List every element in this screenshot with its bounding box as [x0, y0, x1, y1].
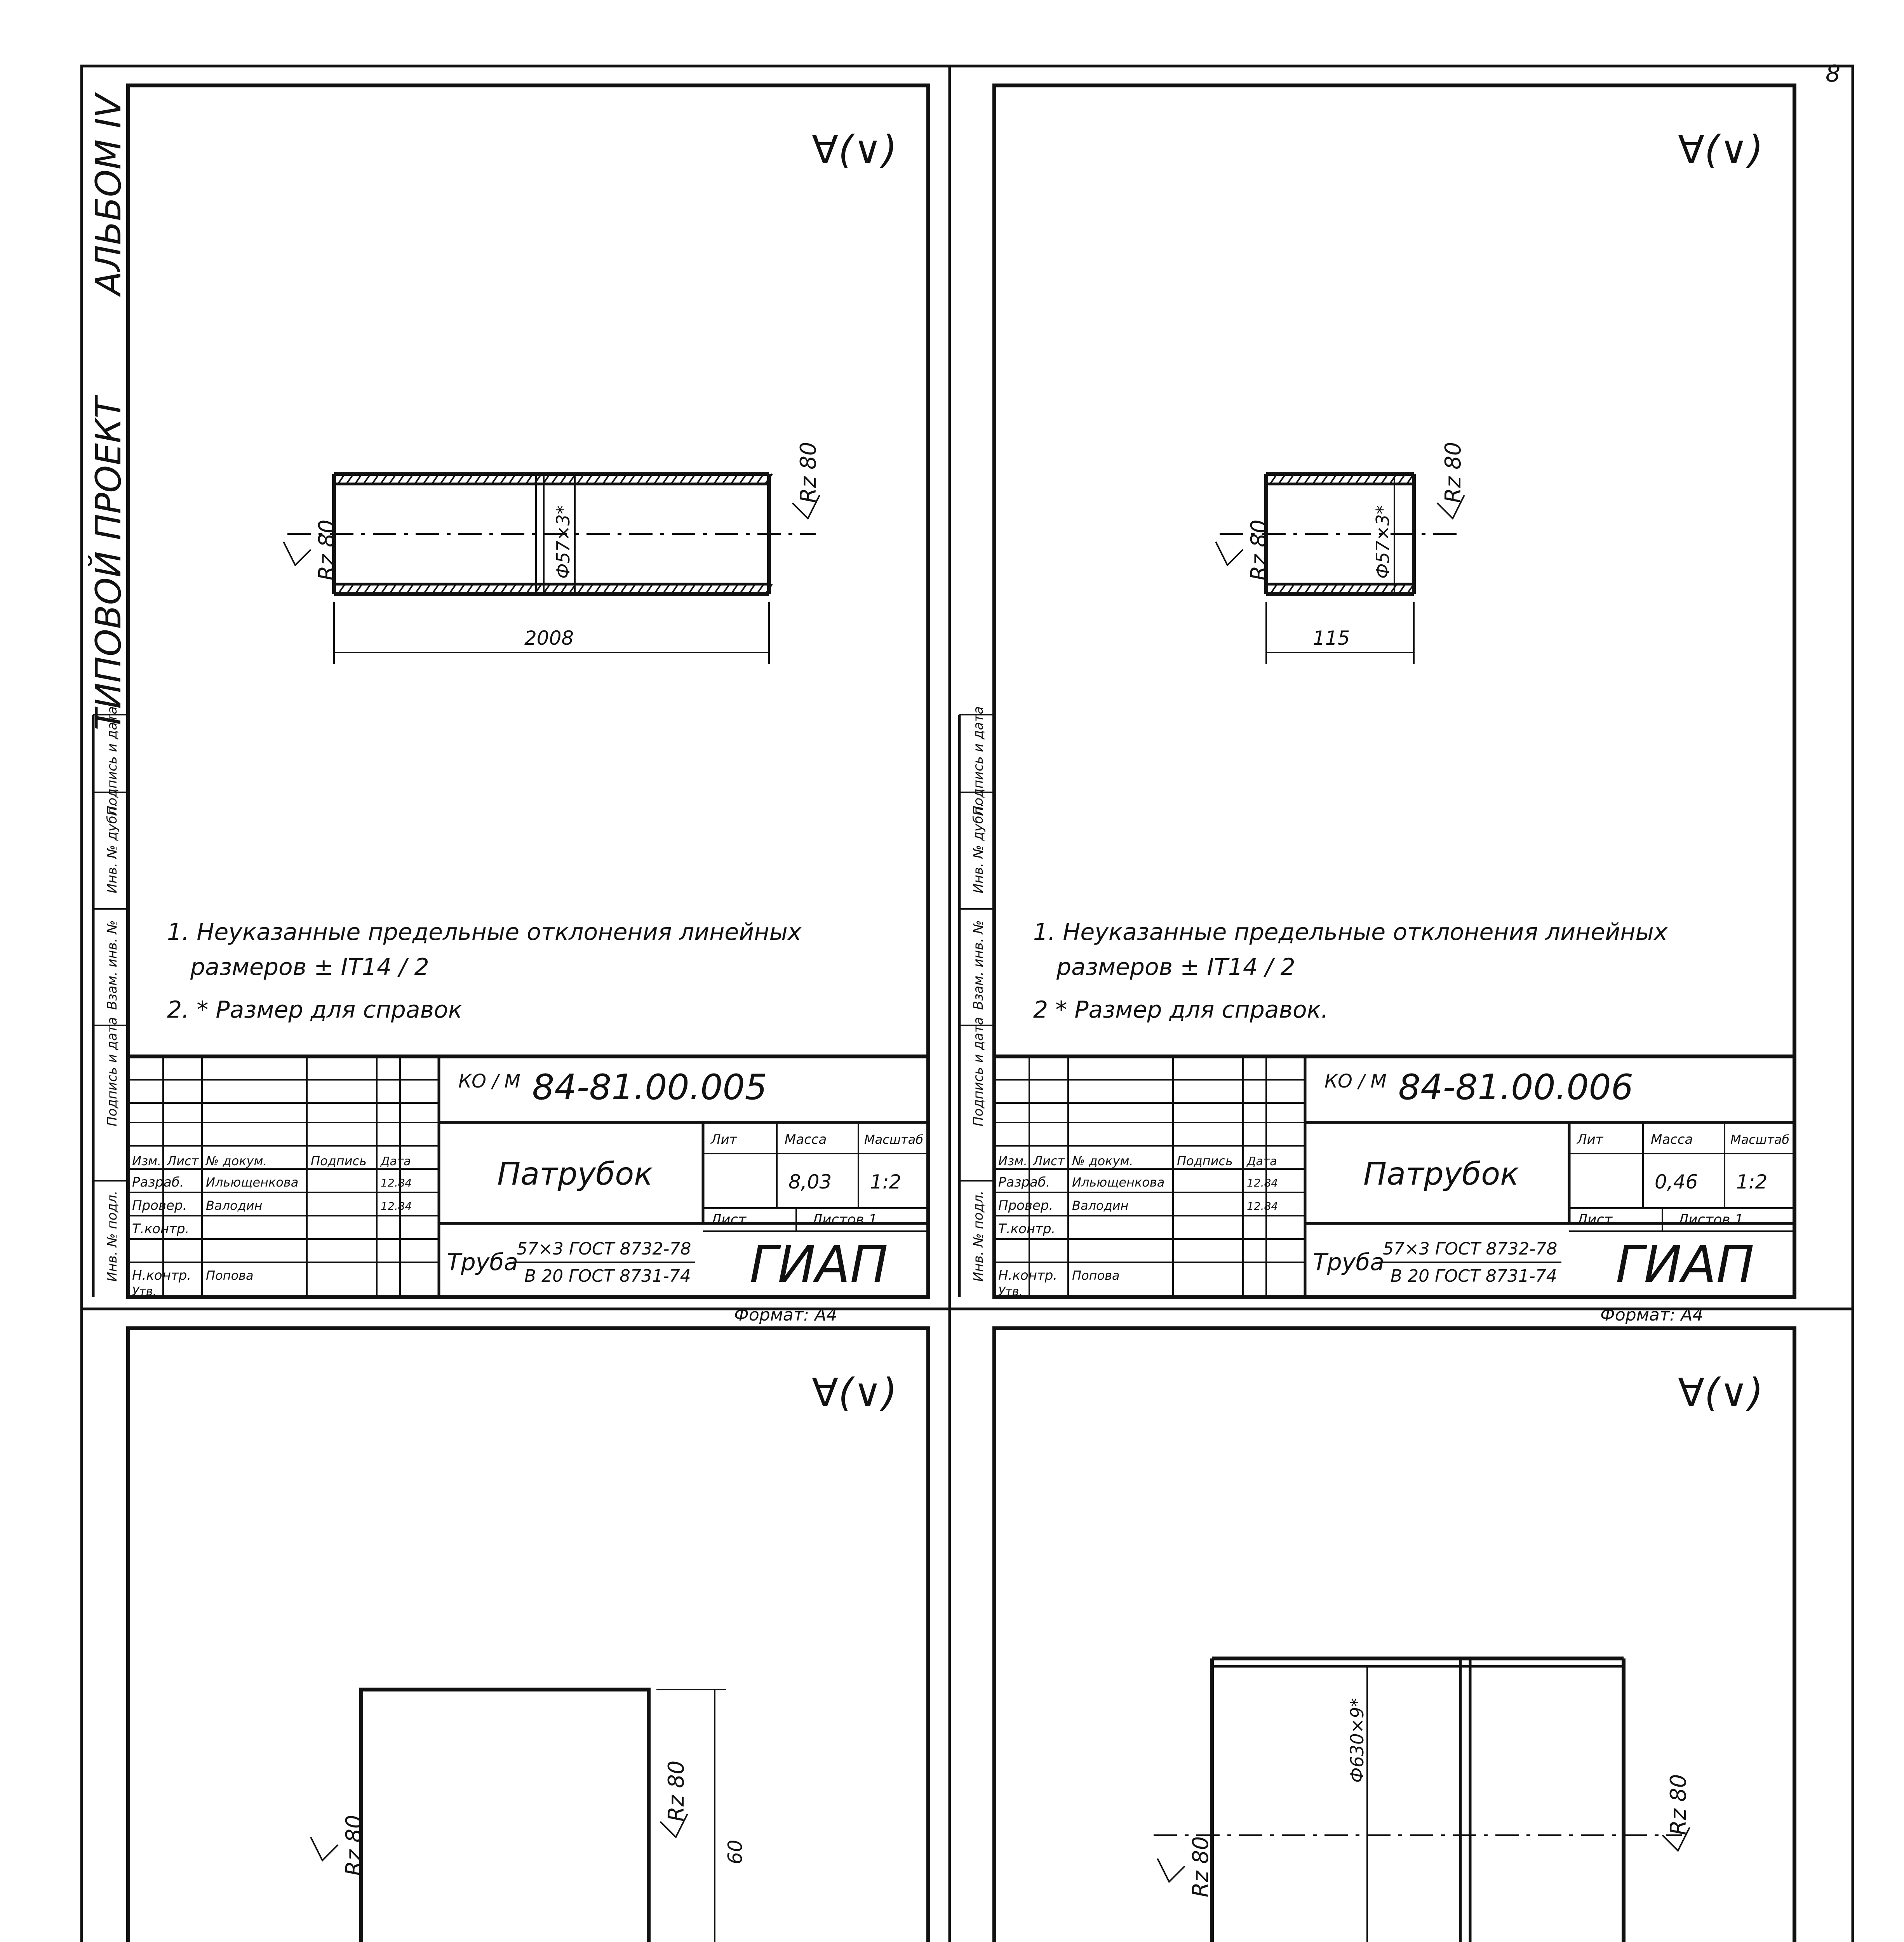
page-number: 8	[1826, 60, 1841, 87]
stamp-sheets-total: Листов 1	[812, 1212, 877, 1228]
prover-date: 12.84	[1247, 1200, 1278, 1213]
note-1-formula: размеров ± IT14 / 2	[190, 954, 429, 981]
part-drawing	[1216, 442, 1466, 664]
diameter-dim-label: Ф57×3*	[553, 505, 574, 579]
side-strip-label: Инв. № дубл.	[104, 803, 120, 893]
note-1-formula: размеров ± IT14 / 2	[1056, 954, 1295, 981]
side-strip	[93, 706, 128, 1297]
doc-code: 84-81.00.005	[532, 1067, 768, 1108]
roughness-mark	[1662, 1774, 1691, 1851]
roughness-label: Rz 80	[1188, 1836, 1213, 1897]
side-strip-label: Подпись и дата	[104, 706, 120, 816]
roughness-mark	[1437, 442, 1466, 519]
organization: ГИАП	[1616, 1235, 1754, 1294]
general-roughness-symbol: ∀(∨)	[812, 127, 897, 172]
sheet-1	[93, 85, 928, 1325]
note-2: 2 * Размер для справок.	[1033, 996, 1328, 1023]
sheet-border	[994, 1328, 1794, 1942]
sheet-border	[994, 85, 1794, 1297]
drawing-sheets	[93, 85, 1794, 1942]
material-line-2: В 20 ГОСТ 8731-74	[524, 1266, 691, 1286]
roughness-mark	[1157, 1836, 1213, 1897]
paper-format: Формат: А4	[1600, 1305, 1704, 1325]
roughness-mark	[284, 520, 339, 581]
roughness-label: Rz 80	[796, 442, 821, 503]
tkontr-role: Т.контр.	[998, 1221, 1056, 1237]
note-1: 1. Неуказанные предельные отклонения линейных	[167, 919, 802, 946]
roughness-mark	[1216, 520, 1272, 581]
side-strip	[959, 706, 994, 1297]
sheet-2	[959, 85, 1794, 1325]
album-label: АЛЬБОМ IV	[88, 94, 129, 295]
roughness-mark	[792, 442, 821, 519]
prover-name: Валодин	[206, 1198, 263, 1213]
side-strip-label: Подпись и дата	[104, 1017, 120, 1126]
side-strip-label: Подпись и дата	[971, 1017, 986, 1126]
sheet-border	[128, 85, 928, 1297]
doc-code-prefix: КО / М	[1324, 1070, 1387, 1092]
roughness-mark	[660, 1761, 689, 1837]
utv-role: Утв.	[998, 1285, 1023, 1298]
side-strip-label: Подпись и дата	[971, 706, 986, 816]
general-roughness-symbol: ∀(∨)	[1678, 127, 1763, 172]
height-dim-label: 60	[724, 1839, 747, 1864]
prover-role: Провер.	[998, 1198, 1053, 1213]
roughness-tick	[284, 542, 311, 565]
stamp-label-date: Дата	[381, 1155, 411, 1168]
stamp-label-mass: Масса	[785, 1132, 827, 1147]
razrab-name: Ильющенкова	[206, 1175, 299, 1190]
material-line-1: 57×3 ГОСТ 8732-78	[1383, 1239, 1558, 1259]
stamp-label-doc: № докум.	[1072, 1154, 1133, 1168]
stamp-label-sheet: Лист	[1577, 1212, 1613, 1228]
general-roughness-symbol: ∀(∨)	[812, 1370, 897, 1415]
organization: ГИАП	[750, 1235, 888, 1294]
stamp-label-izm: Изм.	[132, 1154, 162, 1168]
doc-code: 84-81.00.006	[1398, 1067, 1634, 1108]
part-drawing	[311, 1690, 747, 1942]
material-label: Труба	[447, 1249, 519, 1276]
part-title: Патрубок	[1363, 1156, 1519, 1192]
material-label: Труба	[1313, 1249, 1385, 1276]
part-scale: 1:2	[1736, 1171, 1768, 1193]
part-title: Патрубок	[497, 1156, 653, 1192]
material-line-1: 57×3 ГОСТ 8732-78	[517, 1239, 691, 1259]
sheet-border	[128, 1328, 928, 1942]
nkontr-name: Попова	[1072, 1268, 1120, 1283]
razrab-role: Разраб.	[998, 1175, 1050, 1190]
part-drawing	[284, 442, 821, 664]
utv-role: Утв.	[132, 1285, 157, 1298]
stamp-label-list: Лист	[1033, 1154, 1065, 1168]
note-1: 1. Неуказанные предельные отклонения линейных	[1033, 919, 1668, 946]
razrab-date: 12.84	[381, 1176, 412, 1189]
stamp-label-izm: Изм.	[998, 1154, 1028, 1168]
nkontr-role: Н.контр.	[998, 1268, 1058, 1283]
side-strip-label: Взам. инв. №	[104, 920, 120, 1010]
sheet-4	[959, 1328, 1794, 1942]
stamp-label-sheet: Лист	[711, 1212, 747, 1228]
razrab-role: Разраб.	[132, 1175, 184, 1190]
stamp-label-date: Дата	[1247, 1155, 1277, 1168]
stamp-label-lit: Лит	[1577, 1132, 1603, 1147]
sheet-3	[93, 1328, 928, 1942]
stamp-label-sign: Подпись	[1177, 1154, 1233, 1168]
nkontr-role: Н.контр.	[132, 1268, 191, 1283]
length-dim-label: 115	[1313, 627, 1350, 649]
technical-notes	[167, 919, 802, 1023]
stamp-sheets-total: Листов 1	[1678, 1212, 1744, 1228]
doc-code-prefix: КО / М	[458, 1070, 520, 1092]
roughness-label: Rz 80	[341, 1815, 367, 1876]
diameter-dim-label: Ф630×9*	[1347, 1698, 1368, 1783]
roughness-tick	[1157, 1858, 1185, 1882]
prover-role: Провер.	[132, 1198, 187, 1213]
side-strip-label: Инв. № подл.	[104, 1190, 120, 1282]
stamp-label-lit: Лит	[711, 1132, 737, 1147]
roughness-label: Rz 80	[1441, 442, 1466, 503]
stamp-label-mass: Масса	[1651, 1132, 1693, 1147]
material-line-2: В 20 ГОСТ 8731-74	[1391, 1266, 1557, 1286]
stamp-label-scale: Масштаб	[1730, 1132, 1790, 1147]
nkontr-name: Попова	[206, 1268, 254, 1283]
part-mass: 0,46	[1655, 1171, 1698, 1193]
stamp-label-doc: № докум.	[206, 1154, 267, 1168]
paper-format: Формат: А4	[734, 1305, 837, 1325]
roughness-label: Rz 80	[1246, 519, 1272, 581]
roughness-tick	[311, 1837, 338, 1860]
prover-date: 12.84	[381, 1200, 412, 1213]
roughness-label: Rz 80	[314, 519, 339, 581]
roughness-tick	[1216, 542, 1243, 565]
side-strip-label: Инв. № подл.	[971, 1190, 986, 1282]
technical-notes	[1033, 919, 1668, 1023]
diameter-dim-label: Ф57×3*	[1372, 505, 1393, 579]
roughness-mark	[311, 1815, 367, 1876]
razrab-date: 12.84	[1247, 1176, 1278, 1189]
stamp-label-list: Лист	[167, 1154, 199, 1168]
part-drawing	[1154, 1658, 1691, 1942]
note-2: 2. * Размер для справок	[167, 996, 462, 1023]
general-roughness-symbol: ∀(∨)	[1678, 1370, 1763, 1415]
side-strip-label: Взам. инв. №	[971, 920, 986, 1010]
roughness-label: Rz 80	[1666, 1774, 1691, 1835]
plate-outline	[361, 1690, 649, 1942]
side-strip-label: Инв. № дубл.	[971, 803, 986, 893]
title-block	[994, 1056, 1794, 1325]
prover-name: Валодин	[1072, 1198, 1129, 1213]
length-dim-label: 2008	[524, 627, 574, 649]
roughness-label: Rz 80	[664, 1760, 689, 1822]
title-block	[128, 1056, 928, 1325]
part-scale: 1:2	[870, 1171, 902, 1193]
part-mass: 8,03	[788, 1171, 832, 1193]
stamp-label-scale: Масштаб	[864, 1132, 924, 1147]
stamp-label-sign: Подпись	[311, 1154, 367, 1168]
razrab-name: Ильющенкова	[1072, 1175, 1165, 1190]
project-label: ТИПОВОЙ ПРОЕКТ	[88, 397, 129, 730]
tkontr-role: Т.контр.	[132, 1221, 190, 1237]
